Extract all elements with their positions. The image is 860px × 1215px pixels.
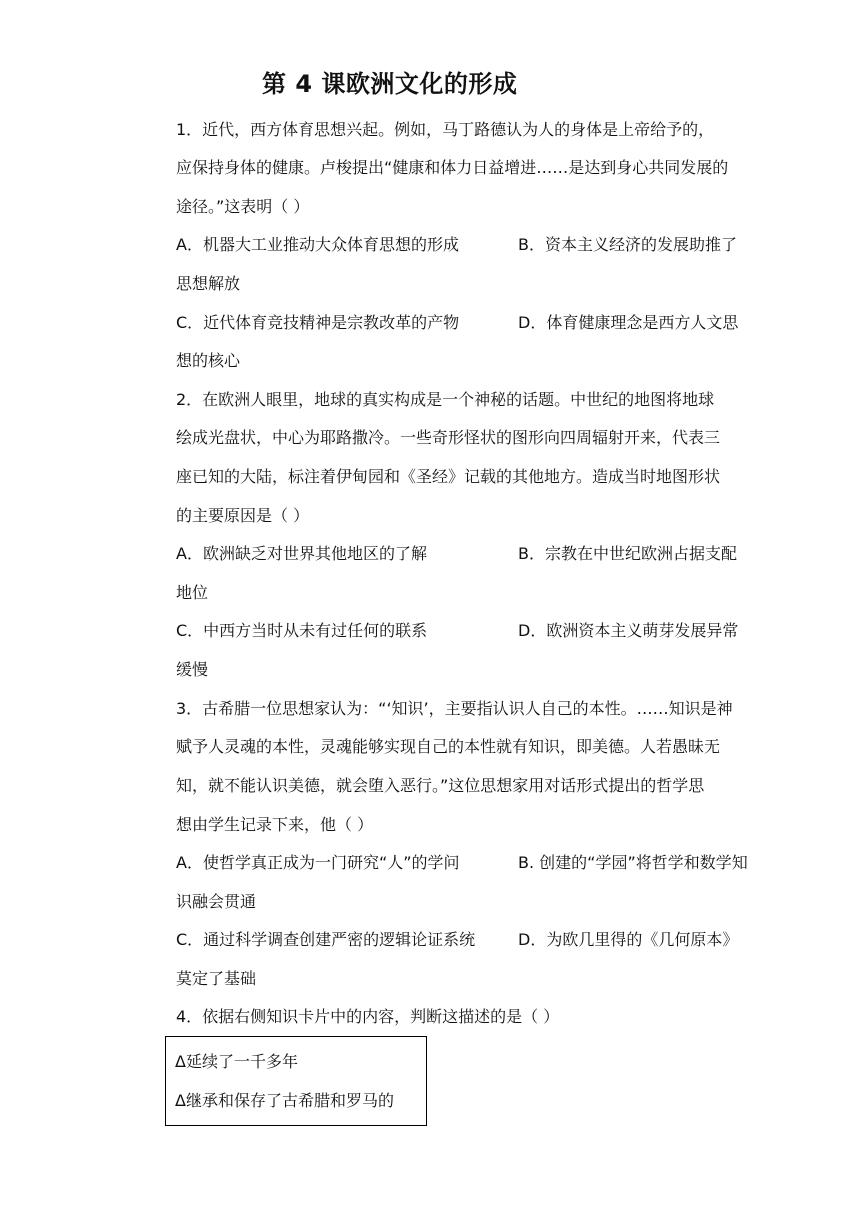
q1-stem-line-2: 应保持身体的健康。卢梭提出“健康和体力日益增进……是达到身心共同发展的 <box>176 158 729 177</box>
q3-option-a: A．使哲学真正成为一门研究“人”的学问 <box>176 853 460 872</box>
q1-option-b-continued: 思想解放 <box>176 274 241 293</box>
q2-stem-line-2: 绘成光盘状，中心为耶路撒冷。一些奇形怪状的图形向四周辐射开来，代表三 <box>176 428 721 447</box>
q3-stem-line-1: 3．古希腊一位思想家认为：“‘知识’，主要指认识人自己的本性。……知识是神 <box>176 699 733 718</box>
q2-option-c: C．中西方当时从未有过任何的联系 <box>176 621 428 640</box>
q3-option-b: B. 创建的“学园”将哲学和数学知 <box>518 853 748 872</box>
q2-option-d-continued: 缓慢 <box>176 660 209 679</box>
q1-stem-line-1: 1．近代，西方体育思想兴起。例如，马丁路德认为人的身体是上帝给予的， <box>176 120 715 139</box>
q1-option-b: B．资本主义经济的发展助推了 <box>518 235 737 254</box>
q2-stem-line-1: 2．在欧洲人眼里，地球的真实构成是一个神秘的话题。中世纪的地图将地球 <box>176 390 715 409</box>
q2-option-d: D．欧洲资本主义萌芽发展异常 <box>518 621 739 640</box>
q3-stem-line-2: 赋予人灵魂的本性，灵魂能够实现自己的本性就有知识，即美德。人若愚昧无 <box>176 737 721 756</box>
q3-option-d: D．为欧几里得的《几何原本》 <box>518 930 739 949</box>
q1-option-d-continued: 想的核心 <box>176 351 241 370</box>
knowledge-card-line-1: Δ延续了一千多年 <box>175 1052 298 1071</box>
knowledge-card <box>165 1036 427 1126</box>
q2-option-b-continued: 地位 <box>176 583 209 602</box>
q1-option-c: C．近代体育竞技精神是宗教改革的产物 <box>176 313 460 332</box>
knowledge-card-line-2: Δ继承和保存了古希腊和罗马的 <box>175 1091 394 1110</box>
q3-stem-line-4: 想由学生记录下来，他（ ） <box>176 815 374 834</box>
q2-option-b: B．宗教在中世纪欧洲占据支配 <box>518 544 737 563</box>
q4-stem: 4．依据右侧知识卡片中的内容，判断这描述的是（ ） <box>176 1007 560 1026</box>
q2-stem-line-3: 座已知的大陆，标注着伊甸园和《圣经》记载的其他地方。造成当时地图形状 <box>176 467 721 486</box>
q3-option-d-continued: 莫定了基础 <box>176 969 257 988</box>
q1-option-a: A．机器大工业推动大众体育思想的形成 <box>176 235 459 254</box>
page-title: 第 4 课欧洲文化的形成 <box>262 70 518 98</box>
q3-option-c: C．通过科学调查创建严密的逻辑论证系统 <box>176 930 476 949</box>
q2-option-a: A．欧洲缺乏对世界其他地区的了解 <box>176 544 427 563</box>
q1-stem-line-3: 途径。”这表明（ ） <box>176 197 310 216</box>
q2-stem-line-4: 的主要原因是（ ） <box>176 506 310 525</box>
q3-option-b-continued: 识融会贯通 <box>176 892 257 911</box>
q3-stem-line-3: 知，就不能认识美德，就会堕入恶行。”这位思想家用对话形式提出的哲学思 <box>176 776 705 795</box>
q1-option-d: D．体育健康理念是西方人文思 <box>518 313 739 332</box>
